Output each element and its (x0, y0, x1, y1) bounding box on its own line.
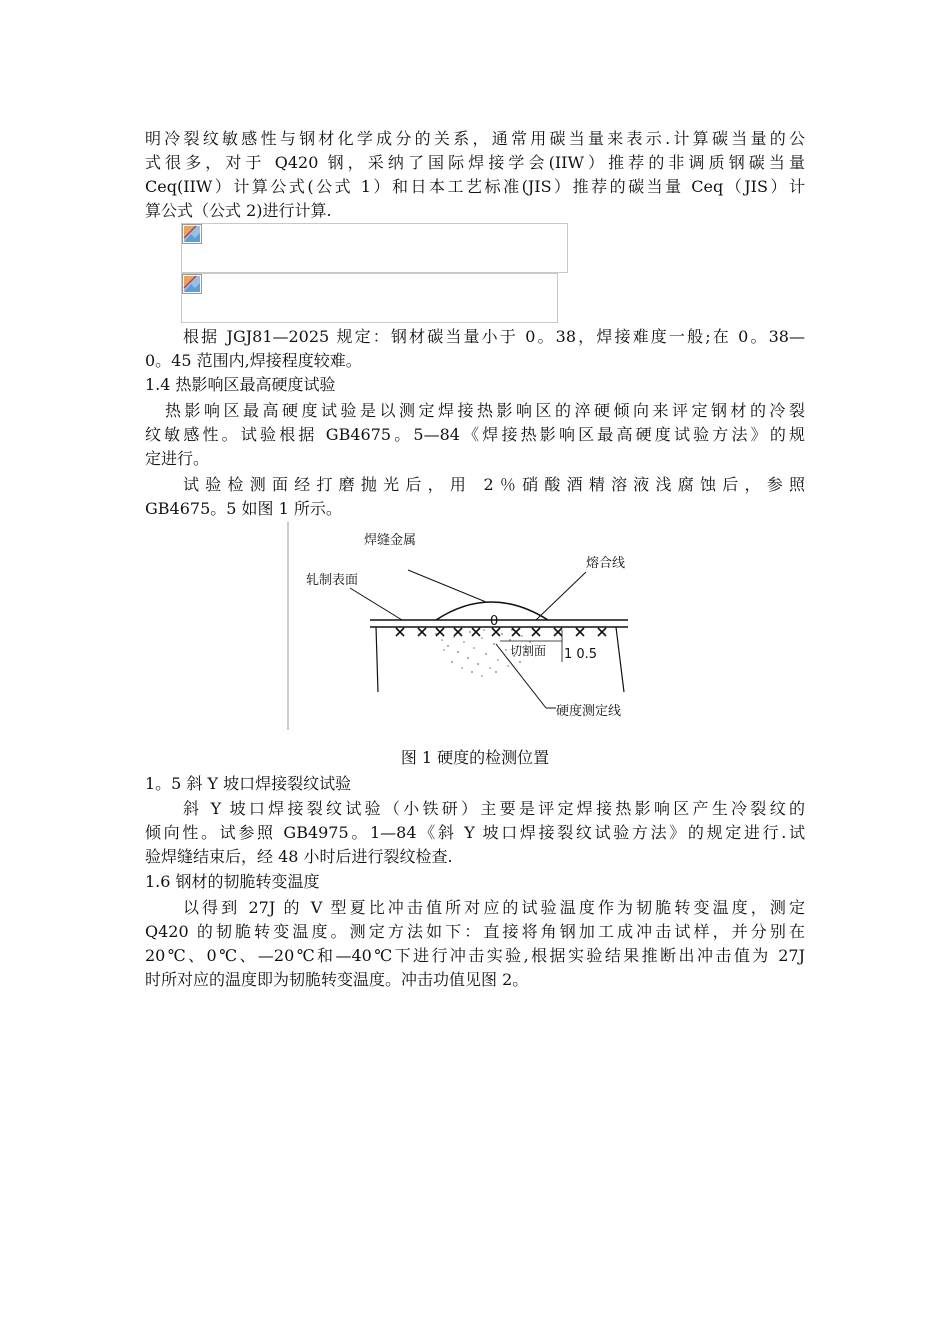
plate-right-edge (616, 627, 624, 692)
paragraph-line: 热影响区最高硬度试验是以测定焊接热影响区的淬硬倾向来评定钢材的冷裂 (165, 401, 805, 420)
paragraph-line: 明冷裂纹敏感性与钢材化学成分的关系，通常用碳当量来表示.计算碳当量的公 (145, 129, 805, 148)
dimension-label: 1 0.5 (564, 647, 598, 662)
paragraph-line: 试验检测面经打磨抛光后，用 2％硝酸酒精溶液浅腐蚀后，参照 (183, 475, 805, 494)
fusion-line-leader (536, 572, 586, 620)
cut-surface-label: 切割面 (510, 644, 547, 658)
paragraph-line: 倾向性。试参照 GB4975。1—84《斜 Y 坡口焊接裂纹试验方法》的规定进行.试 (145, 823, 805, 842)
paragraph-line: 斜 Y 坡口焊接裂纹试验（小铁研）主要是评定焊接热影响区产生冷裂纹的 (183, 799, 805, 818)
paragraph-line: 以得到 27J 的 V 型夏比冲击值所对应的试验温度作为韧脆转变温度，测定 (183, 898, 805, 917)
rolled-surface-label: 轧制表面 (306, 573, 359, 588)
weld-metal-label: 焊缝金属 (364, 533, 417, 548)
formula-2-image (181, 273, 558, 323)
weld-metal-leader (408, 570, 486, 602)
plate-left-edge (376, 627, 378, 692)
paragraph-line: Q420 的韧脆转变温度。测定方法如下：直接将角钢加工成冲击试样，并分别在 (145, 922, 805, 941)
rolled-surface-leader (350, 588, 402, 620)
paragraph-line: 式很多，对于 Q420 钢，采纳了国际焊接学会(IIW）推荐的非调质钢碳当量 (145, 153, 805, 172)
paragraph-line: 时所对应的温度即为韧脆转变温度。冲击功值见图 2。 (145, 970, 529, 989)
section-heading: 1.6 钢材的韧脆转变温度 (145, 872, 320, 891)
paragraph-line: Ceq(IIW）计算公式(公式 1）和日本工艺标准(JIS）推荐的碳当量 Ceq（JIS）计 (145, 177, 805, 196)
broken-image-icon (182, 224, 202, 244)
hardness-line-label: 硬度测定线 (556, 704, 622, 719)
formula-1-image (181, 223, 568, 273)
paragraph-line: 定进行。 (145, 449, 210, 468)
paragraph-line: GB4675。5 如图 1 所示。 (145, 499, 342, 518)
paragraph-line: 验焊缝结束后，经 48 小时后进行裂纹检查. (145, 847, 453, 866)
paragraph-line: 20℃、0℃、—20℃和—40℃下进行冲击实验,根据实验结果推断出冲击值为 27J (145, 946, 805, 965)
paragraph-line: 算公式（公式 2)进行计算. (145, 201, 332, 220)
zero-label: 0 (490, 614, 499, 629)
paragraph-line: 根据 JGJ81—2025 规定：钢材碳当量小于 0。38，焊接难度一般;在 0。38— (183, 327, 805, 346)
figure-caption: 图 1 硬度的检测位置 (400, 748, 550, 767)
paragraph-line: 0。45 范围内,焊接程度较难。 (145, 351, 362, 370)
section-heading: 1.4 热影响区最高硬度试验 (145, 375, 336, 394)
broken-image-icon (182, 274, 202, 294)
section-heading: 1。5 斜 Y 坡口焊接裂纹试验 (145, 774, 352, 793)
fusion-line-label: 熔合线 (586, 556, 626, 571)
hardness-indent-markers (396, 628, 606, 636)
hardness-test-diagram (286, 522, 666, 730)
paragraph-line: 纹敏感性。试验根据 GB4675。5—84《焊接热影响区最高硬度试验方法》的规 (145, 425, 805, 444)
